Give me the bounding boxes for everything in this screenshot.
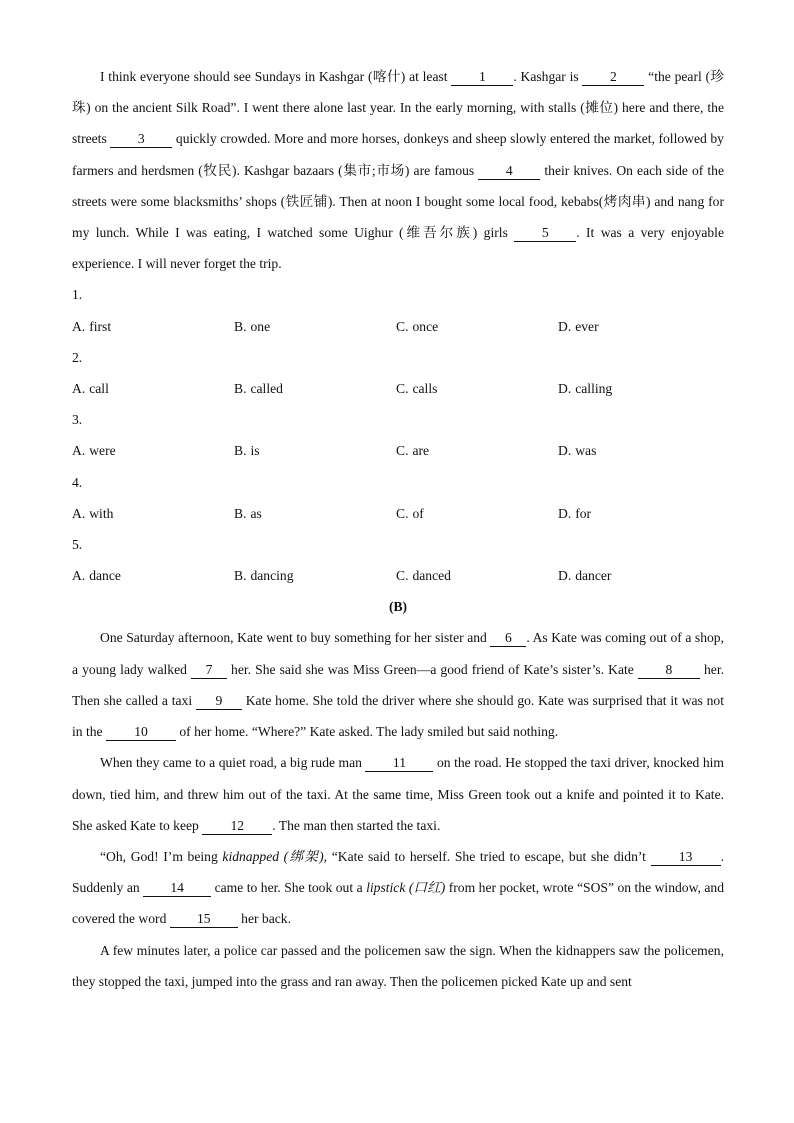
option-letter: A. (72, 568, 86, 584)
blank-10: 10 (106, 724, 176, 741)
option-text: is (250, 443, 260, 459)
passage-a: I think everyone should see Sundays in Kashgar (喀什) at least 1 . Kashgar is 2 “the pearl (珍珠) on the ancient Silk Road”. I went there alone last year. In the early morning, with stalls (摊位) here and there, the streets 3 quickly crowded. More and more horses, donkeys and sheep slowly entered the market, followed by farmers and herdsmen (牧民). Kashgar bazaars (集市;市场) are famous 4 their knives. On each side of the streets were some blacksmiths’ shops (铁匠铺). Then at noon I bought some local food, kebabs(烤肉串) and nang for my lunch. While I was eating, I watched some Uighur (维吾尔族) girls 5 . It was a very enjoyable experience. I will never forget the trip. (72, 69, 725, 272)
option-c (396, 498, 558, 529)
blank-6: 6 (490, 630, 526, 647)
blank-14: 14 (143, 880, 211, 897)
option-a (72, 435, 234, 466)
blank-15: 15 (170, 911, 238, 928)
option-text: are (412, 443, 430, 459)
blank-4: 4 (478, 163, 540, 180)
blank-1: 1 (451, 69, 513, 86)
option-a (72, 311, 234, 342)
option-text: one (250, 318, 271, 334)
option-c (396, 311, 558, 342)
italic-term: lipstick (口红) (366, 880, 446, 896)
option-text: for (575, 505, 592, 521)
option-text: once (412, 318, 439, 334)
passage-b-paragraph: A few minutes later, a police car passed and the policemen saw the sign. When the kidnappers saw the policemen, they stopped the taxi, jumped into the grass and ran away. Then the policemen picked Kate up and sent (72, 942, 724, 989)
option-letter: B. (234, 568, 247, 584)
option-text: as (250, 505, 262, 521)
option-text: calls (412, 380, 438, 396)
option-letter: D. (558, 505, 572, 521)
option-text: calling (575, 380, 613, 396)
questions-a (72, 279, 724, 591)
option-c (396, 435, 558, 466)
option-letter: C. (396, 505, 409, 521)
blank-2: 2 (582, 69, 644, 86)
option-letter: B. (234, 380, 247, 396)
option-a (72, 498, 234, 529)
option-text: dancing (250, 568, 294, 584)
option-text: with (89, 505, 114, 521)
option-d (558, 311, 720, 342)
blank-11: 11 (365, 755, 433, 772)
option-letter: D. (558, 568, 572, 584)
option-a (72, 373, 234, 404)
option-text: called (250, 380, 283, 396)
blank-9: 9 (196, 693, 242, 710)
passage-b-paragraph: “Oh, God! I’m being kidnapped (绑架), “Kate said to herself. She tried to escape, but she didn’t 13 . Suddenly an 14 came to her. She took out a lipstick (口红) from her pocket, wrote “SOS” on the window, and covered the word 15 her back. (72, 848, 725, 927)
option-letter: C. (396, 380, 409, 396)
option-letter: C. (396, 318, 409, 334)
question-options (72, 498, 724, 529)
option-text: were (89, 443, 116, 459)
blank-8: 8 (638, 662, 700, 679)
passage-b-paragraph: One Saturday afternoon, Kate went to buy something for her sister and 6 . As Kate was coming out of a shop, a young lady walked 7 her. She said she was Miss Green—a good friend of Kate’s sister’s. Kate 8 her. Then she called a taxi 9 Kate home. She told the driver where she should go. Kate was surprised that it was not in the 10 of her home. “Where?” Kate asked. The lady smiled but said nothing. (72, 630, 725, 740)
option-text: of (412, 505, 424, 521)
option-b (234, 311, 396, 342)
option-letter: B. (234, 318, 247, 334)
passage-b (72, 622, 724, 996)
option-text: dance (89, 568, 121, 584)
option-d (558, 560, 720, 591)
option-letter: A. (72, 443, 86, 459)
question-options (72, 560, 724, 591)
blank-12: 12 (202, 818, 272, 835)
option-b (234, 498, 396, 529)
option-c (396, 560, 558, 591)
page-content (72, 61, 724, 997)
question-options (72, 435, 724, 466)
option-text: danced (412, 568, 451, 584)
option-letter: A. (72, 505, 86, 521)
question-number: 5. (72, 536, 83, 552)
option-a (72, 560, 234, 591)
option-d (558, 373, 720, 404)
option-d (558, 435, 720, 466)
option-letter: C. (396, 443, 409, 459)
option-letter: A. (72, 318, 86, 334)
option-letter: D. (558, 318, 572, 334)
option-b (234, 373, 396, 404)
option-text: was (575, 443, 597, 459)
option-d (558, 498, 720, 529)
question-options (72, 311, 724, 342)
passage-b-paragraph: When they came to a quiet road, a big rude man 11 on the road. He stopped the taxi driver, knocked him down, tied him, and threw him out of the taxi. At the same time, Miss Green took out a knife and pointed it to Kate. She asked Kate to keep 12 . The man then started the taxi. (72, 755, 724, 833)
question-number: 3. (72, 412, 83, 428)
italic-term: kidnapped (绑架) (222, 848, 324, 864)
blank-7: 7 (191, 662, 227, 679)
option-text: ever (575, 318, 599, 334)
option-b (234, 435, 396, 466)
option-text: dancer (575, 568, 612, 584)
option-letter: B. (234, 505, 247, 521)
option-text: call (89, 380, 109, 396)
option-c (396, 373, 558, 404)
option-text: first (89, 318, 112, 334)
option-letter: B. (234, 443, 247, 459)
blank-5: 5 (514, 225, 576, 242)
option-letter: D. (558, 443, 572, 459)
option-b (234, 560, 396, 591)
blank-13: 13 (651, 849, 721, 866)
question-number: 1. (72, 287, 83, 303)
question-number: 2. (72, 349, 83, 365)
question-number: 4. (72, 474, 83, 490)
option-letter: A. (72, 380, 86, 396)
option-letter: D. (558, 380, 572, 396)
blank-3: 3 (110, 131, 172, 148)
question-options (72, 373, 724, 404)
section-b-title: (B) (388, 599, 408, 615)
option-letter: C. (396, 568, 409, 584)
